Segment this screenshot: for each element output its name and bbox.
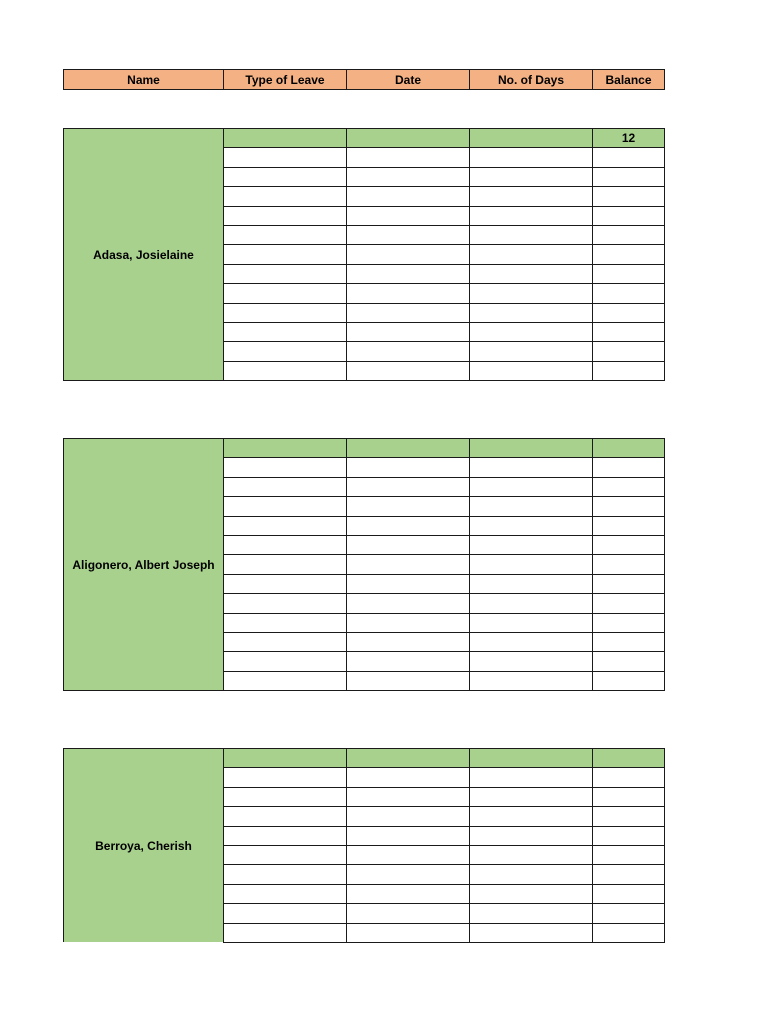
- no-of-days-cell[interactable]: [470, 245, 593, 264]
- balance-cell[interactable]: [593, 555, 665, 574]
- no-of-days-cell[interactable]: [470, 167, 593, 186]
- no-of-days-cell[interactable]: [470, 807, 593, 826]
- balance-cell[interactable]: [593, 322, 665, 341]
- balance-cell[interactable]: [593, 884, 665, 903]
- balance-cell[interactable]: [593, 187, 665, 206]
- balance-cell[interactable]: [593, 245, 665, 264]
- no-of-days-cell[interactable]: [470, 749, 593, 768]
- type-of-leave-cell[interactable]: [224, 594, 347, 613]
- type-of-leave-cell[interactable]: [224, 749, 347, 768]
- type-of-leave-cell[interactable]: [224, 516, 347, 535]
- type-of-leave-cell[interactable]: [224, 826, 347, 845]
- type-of-leave-cell[interactable]: [224, 632, 347, 651]
- date-cell[interactable]: [347, 497, 470, 516]
- balance-cell[interactable]: [593, 632, 665, 651]
- balance-cell[interactable]: [593, 206, 665, 225]
- balance-cell[interactable]: [593, 826, 665, 845]
- date-cell[interactable]: [347, 225, 470, 244]
- balance-cell[interactable]: [593, 845, 665, 864]
- no-of-days-cell[interactable]: [470, 826, 593, 845]
- no-of-days-cell[interactable]: [470, 187, 593, 206]
- type-of-leave-cell[interactable]: [224, 574, 347, 593]
- no-of-days-cell[interactable]: [470, 884, 593, 903]
- date-cell[interactable]: [347, 652, 470, 671]
- type-of-leave-cell[interactable]: [224, 497, 347, 516]
- date-cell[interactable]: [347, 865, 470, 884]
- date-cell[interactable]: [347, 632, 470, 651]
- no-of-days-cell[interactable]: [470, 594, 593, 613]
- type-of-leave-cell[interactable]: [224, 652, 347, 671]
- date-cell[interactable]: [347, 303, 470, 322]
- type-of-leave-cell[interactable]: [224, 865, 347, 884]
- balance-cell[interactable]: [593, 303, 665, 322]
- no-of-days-cell[interactable]: [470, 264, 593, 283]
- type-of-leave-cell[interactable]: [224, 458, 347, 477]
- no-of-days-cell[interactable]: [470, 322, 593, 341]
- date-cell[interactable]: [347, 322, 470, 341]
- table-row: [64, 749, 665, 768]
- date-cell[interactable]: [347, 148, 470, 167]
- type-of-leave-cell[interactable]: [224, 129, 347, 148]
- no-of-days-cell[interactable]: [470, 284, 593, 303]
- date-cell[interactable]: [347, 555, 470, 574]
- no-of-days-cell[interactable]: [470, 497, 593, 516]
- type-of-leave-cell[interactable]: [224, 187, 347, 206]
- type-of-leave-cell[interactable]: [224, 807, 347, 826]
- no-of-days-cell[interactable]: [470, 129, 593, 148]
- type-of-leave-cell[interactable]: [224, 167, 347, 186]
- balance-cell[interactable]: [593, 342, 665, 361]
- no-of-days-cell[interactable]: [470, 206, 593, 225]
- date-cell[interactable]: [347, 284, 470, 303]
- type-of-leave-cell[interactable]: [224, 206, 347, 225]
- balance-cell[interactable]: [593, 264, 665, 283]
- no-of-days-cell[interactable]: [470, 904, 593, 923]
- type-of-leave-cell[interactable]: [224, 322, 347, 341]
- employee-leave-table: [63, 438, 665, 691]
- date-cell[interactable]: [347, 167, 470, 186]
- type-of-leave-cell[interactable]: [224, 845, 347, 864]
- employee-name: Adasa, Josielaine: [64, 129, 224, 381]
- date-cell[interactable]: [347, 807, 470, 826]
- date-cell[interactable]: [347, 206, 470, 225]
- header-name: Name: [64, 70, 224, 90]
- balance-cell[interactable]: [593, 458, 665, 477]
- date-cell[interactable]: [347, 845, 470, 864]
- date-cell[interactable]: [347, 129, 470, 148]
- balance-cell[interactable]: [593, 574, 665, 593]
- type-of-leave-cell[interactable]: [224, 361, 347, 380]
- balance-cell[interactable]: [593, 923, 665, 942]
- no-of-days-cell[interactable]: [470, 342, 593, 361]
- balance-cell[interactable]: [593, 787, 665, 806]
- no-of-days-cell[interactable]: [470, 303, 593, 322]
- balance-cell[interactable]: [593, 652, 665, 671]
- date-cell[interactable]: [347, 245, 470, 264]
- date-cell[interactable]: [347, 439, 470, 458]
- balance-cell[interactable]: [593, 167, 665, 186]
- header-date: Date: [347, 70, 470, 90]
- balance-cell[interactable]: [593, 768, 665, 787]
- no-of-days-cell[interactable]: [470, 535, 593, 554]
- type-of-leave-cell[interactable]: [224, 303, 347, 322]
- date-cell[interactable]: [347, 884, 470, 903]
- balance-cell[interactable]: [593, 535, 665, 554]
- employee-leave-table: [63, 128, 665, 381]
- type-of-leave-cell[interactable]: [224, 284, 347, 303]
- date-cell[interactable]: [347, 671, 470, 690]
- date-cell[interactable]: [347, 826, 470, 845]
- no-of-days-cell[interactable]: [470, 787, 593, 806]
- type-of-leave-cell[interactable]: [224, 923, 347, 942]
- no-of-days-cell[interactable]: [470, 439, 593, 458]
- no-of-days-cell[interactable]: [470, 923, 593, 942]
- date-cell[interactable]: [347, 574, 470, 593]
- date-cell[interactable]: [347, 535, 470, 554]
- balance-cell[interactable]: [593, 225, 665, 244]
- date-cell[interactable]: [347, 768, 470, 787]
- type-of-leave-cell[interactable]: [224, 477, 347, 496]
- header-row: [64, 70, 665, 90]
- no-of-days-cell[interactable]: [470, 652, 593, 671]
- type-of-leave-cell[interactable]: [224, 787, 347, 806]
- date-cell[interactable]: [347, 516, 470, 535]
- date-cell[interactable]: [347, 264, 470, 283]
- type-of-leave-cell[interactable]: [224, 555, 347, 574]
- balance-cell[interactable]: [593, 284, 665, 303]
- balance-cell[interactable]: [593, 904, 665, 923]
- no-of-days-cell[interactable]: [470, 768, 593, 787]
- type-of-leave-cell[interactable]: [224, 613, 347, 632]
- type-of-leave-cell[interactable]: [224, 225, 347, 244]
- no-of-days-cell[interactable]: [470, 477, 593, 496]
- balance-cell[interactable]: 12: [593, 129, 665, 148]
- balance-cell[interactable]: [593, 477, 665, 496]
- date-cell[interactable]: [347, 361, 470, 380]
- date-cell[interactable]: [347, 904, 470, 923]
- date-cell[interactable]: [347, 594, 470, 613]
- employee-name: Berroya, Cherish: [64, 749, 224, 943]
- leave-header-table: [63, 69, 665, 90]
- no-of-days-cell[interactable]: [470, 361, 593, 380]
- no-of-days-cell[interactable]: [470, 632, 593, 651]
- date-cell[interactable]: [347, 458, 470, 477]
- type-of-leave-cell[interactable]: [224, 884, 347, 903]
- balance-cell[interactable]: [593, 671, 665, 690]
- header-no-of-days: No. of Days: [470, 70, 593, 90]
- header-balance: Balance: [593, 70, 665, 90]
- balance-cell[interactable]: [593, 439, 665, 458]
- no-of-days-cell[interactable]: [470, 613, 593, 632]
- balance-cell[interactable]: [593, 148, 665, 167]
- no-of-days-cell[interactable]: [470, 225, 593, 244]
- type-of-leave-cell[interactable]: [224, 768, 347, 787]
- type-of-leave-cell[interactable]: [224, 245, 347, 264]
- balance-cell[interactable]: [593, 497, 665, 516]
- date-cell[interactable]: [347, 749, 470, 768]
- balance-cell[interactable]: [593, 594, 665, 613]
- no-of-days-cell[interactable]: [470, 671, 593, 690]
- no-of-days-cell[interactable]: [470, 845, 593, 864]
- balance-cell[interactable]: [593, 865, 665, 884]
- no-of-days-cell[interactable]: [470, 148, 593, 167]
- type-of-leave-cell[interactable]: [224, 342, 347, 361]
- balance-cell[interactable]: [593, 807, 665, 826]
- employee-name: Aligonero, Albert Joseph: [64, 439, 224, 691]
- type-of-leave-cell[interactable]: [224, 904, 347, 923]
- date-cell[interactable]: [347, 613, 470, 632]
- type-of-leave-cell[interactable]: [224, 264, 347, 283]
- date-cell[interactable]: [347, 923, 470, 942]
- balance-cell[interactable]: [593, 361, 665, 380]
- date-cell[interactable]: [347, 787, 470, 806]
- table-row: [64, 439, 665, 458]
- type-of-leave-cell[interactable]: [224, 671, 347, 690]
- no-of-days-cell[interactable]: [470, 458, 593, 477]
- balance-cell[interactable]: [593, 613, 665, 632]
- table-row: [64, 129, 665, 148]
- type-of-leave-cell[interactable]: [224, 439, 347, 458]
- balance-cell[interactable]: [593, 516, 665, 535]
- no-of-days-cell[interactable]: [470, 574, 593, 593]
- date-cell[interactable]: [347, 187, 470, 206]
- date-cell[interactable]: [347, 342, 470, 361]
- date-cell[interactable]: [347, 477, 470, 496]
- type-of-leave-cell[interactable]: [224, 535, 347, 554]
- employee-leave-table: [63, 748, 665, 943]
- balance-cell[interactable]: [593, 749, 665, 768]
- type-of-leave-cell[interactable]: [224, 148, 347, 167]
- header-type-of-leave: Type of Leave: [224, 70, 347, 90]
- no-of-days-cell[interactable]: [470, 555, 593, 574]
- no-of-days-cell[interactable]: [470, 516, 593, 535]
- no-of-days-cell[interactable]: [470, 865, 593, 884]
